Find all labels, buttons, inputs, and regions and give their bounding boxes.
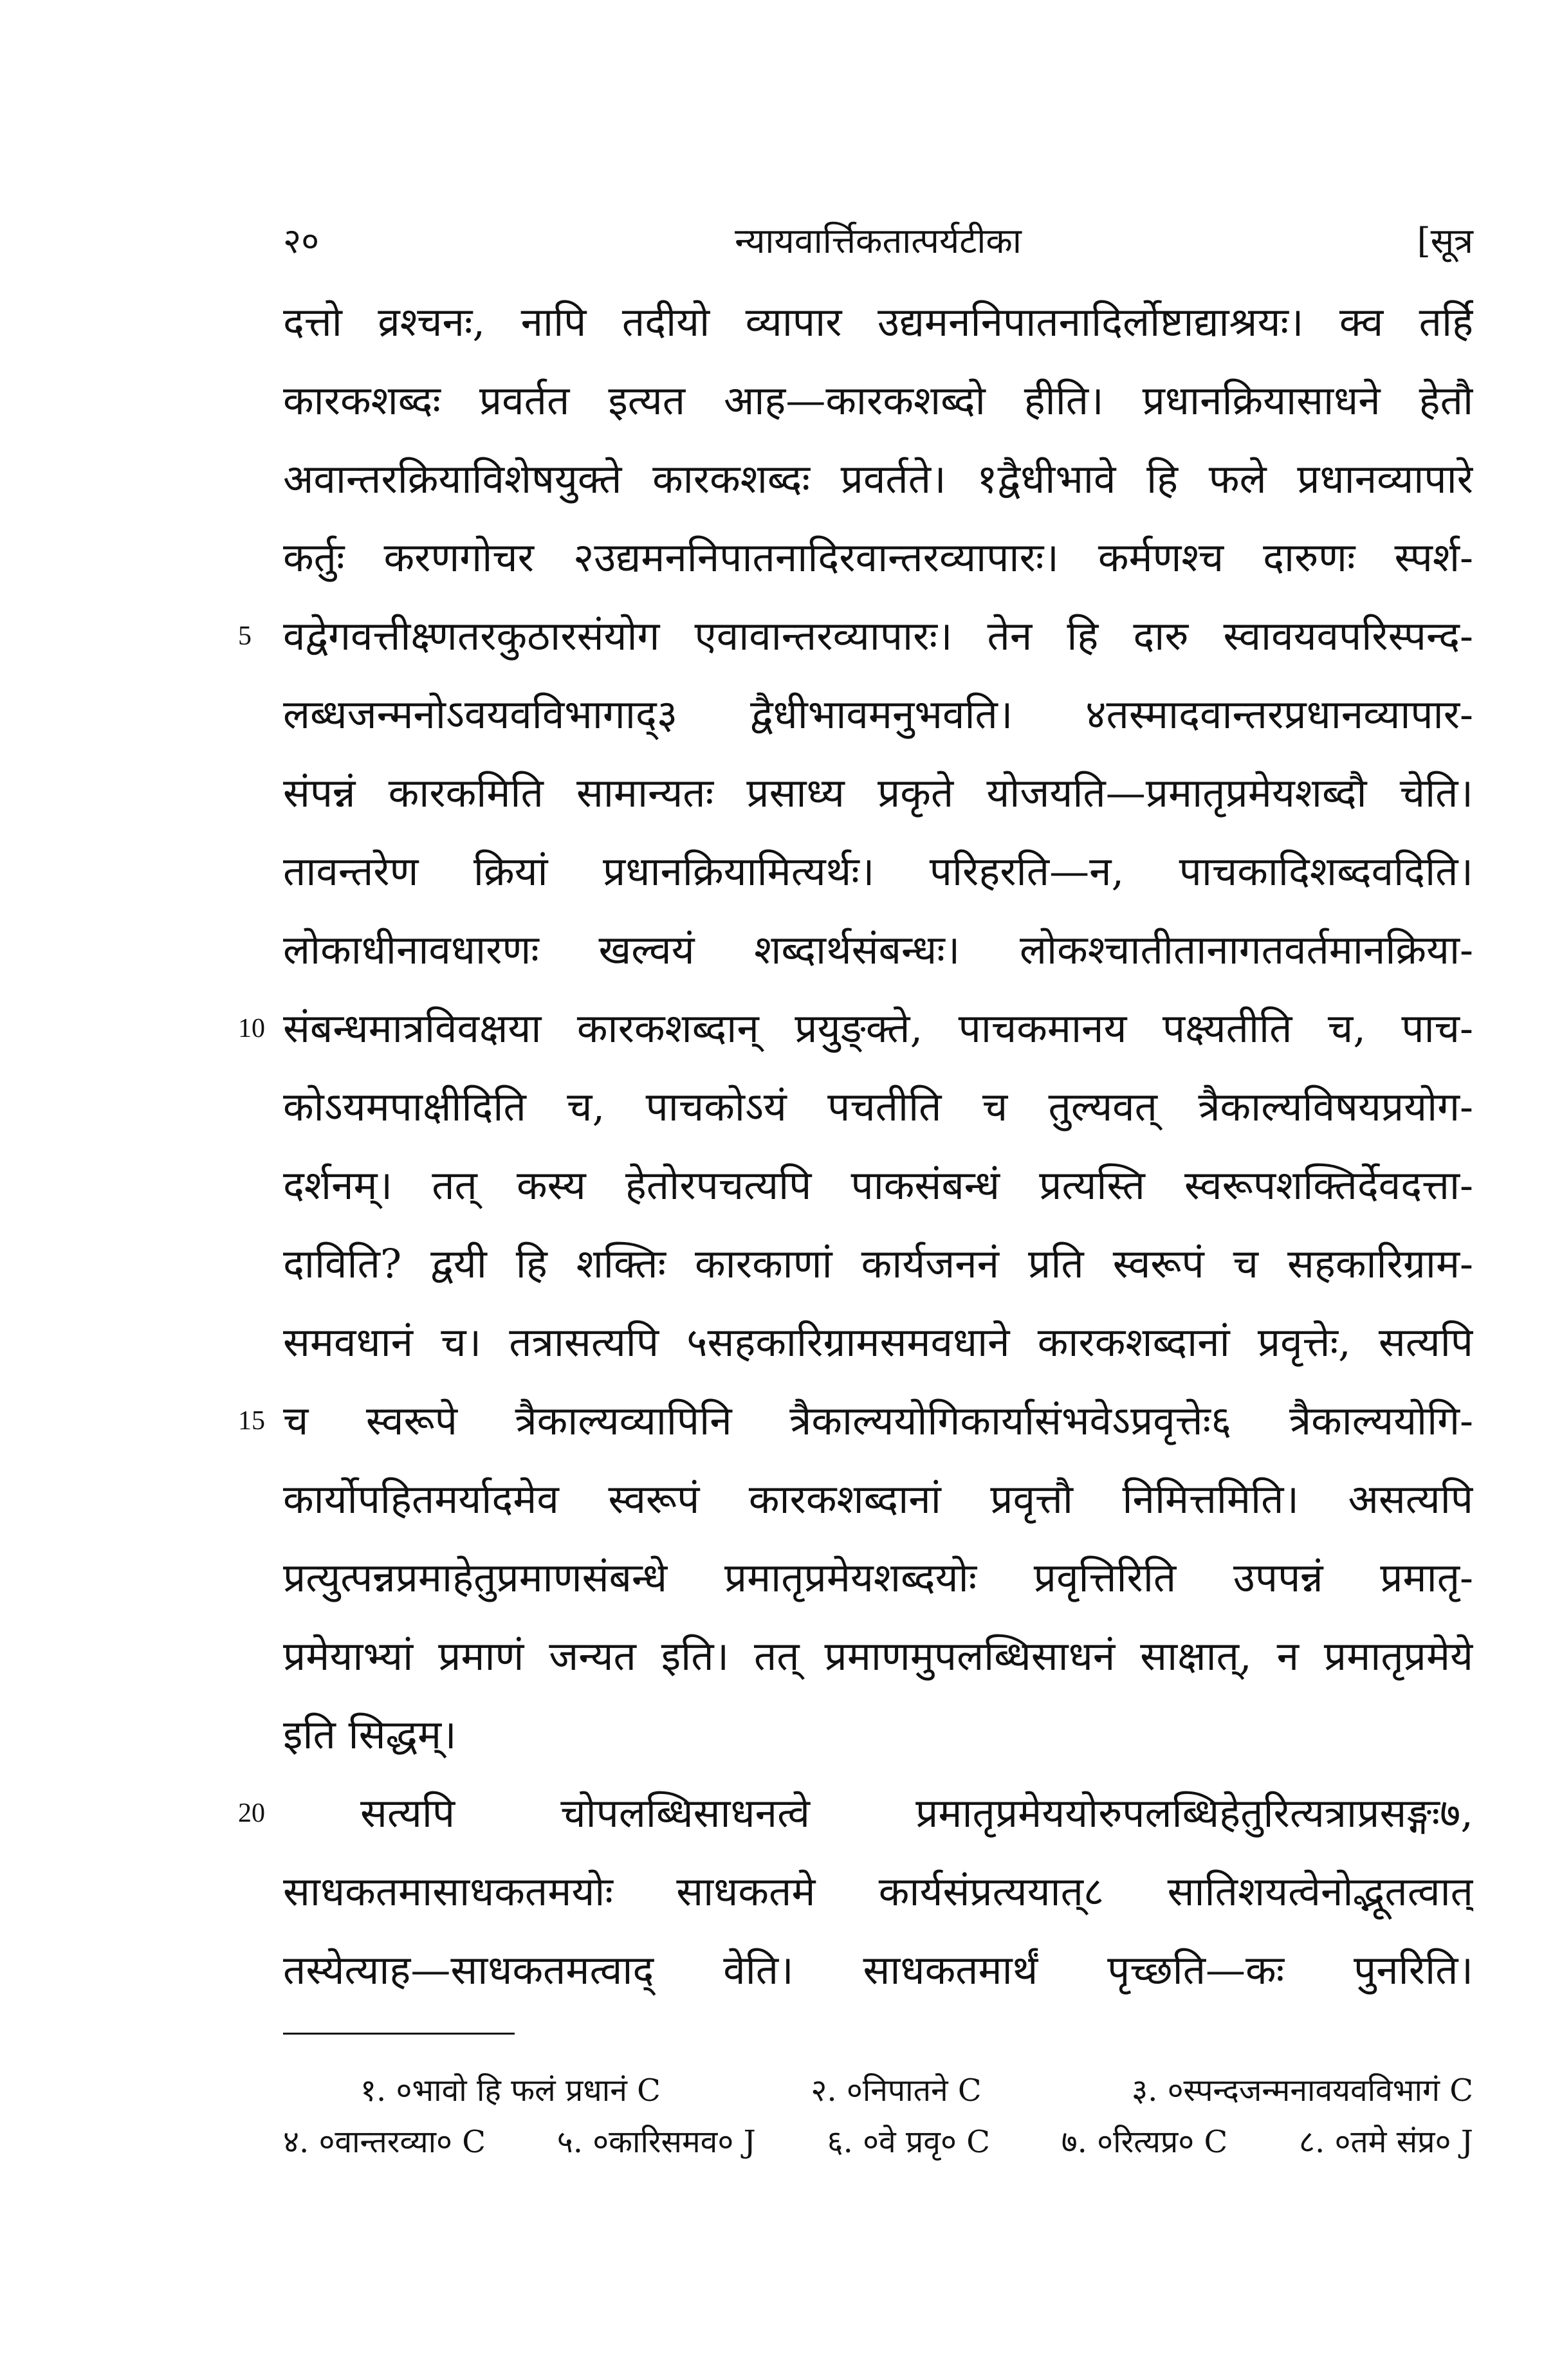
line-number: 15 <box>238 1406 265 1436</box>
text-line: च स्वरूपे त्रैकाल्यव्यापिनि त्रैकाल्ययोगिकार्यासंभवेऽप्रवृत्तेः६ त्रैकाल्ययोगि- <box>283 1397 1473 1444</box>
running-title: न्यायवार्त्तिकतात्पर्यटीका <box>735 221 1022 261</box>
text-line: प्रमेयाभ्यां प्रमाणं जन्यत इति। तत् प्रमाणमुपलब्धिसाधनं साक्षात्, न प्रमातृप्रमेये <box>283 1633 1473 1680</box>
text-line: तस्येत्याह—साधकतमत्वाद् वेति। साधकतमार्थं पृच्छति—कः पुनरिति। <box>283 1946 1473 1993</box>
footnote: ६. ०वे प्रवृ० C <box>827 2124 990 2160</box>
footnote: १. ०भावो हि फलं प्रधानं C <box>360 2073 661 2109</box>
text-line: लोकाधीनावधारणः खल्वयं शब्दार्थसंबन्धः। लोकश्चातीतानागतवर्तमानक्रिया- <box>283 926 1473 973</box>
text-line: प्रत्युत्पन्नप्रमाहेतुप्रमाणसंबन्धे प्रमातृप्रमेयशब्दयोः प्रवृत्तिरिति उपपन्नं प्रमातृ- <box>283 1554 1473 1601</box>
footnote-divider <box>283 2033 515 2035</box>
text-line: कोऽयमपाक्षीदिति च, पाचकोऽयं पचतीति च तुल्यवत् त्रैकाल्यविषयप्रयोग- <box>283 1083 1473 1130</box>
footnote-row <box>283 2065 1473 2116</box>
line-number: 5 <box>238 621 252 651</box>
footnote: ८. ०तमे संप्र० J <box>1299 2124 1473 2160</box>
footnote: ३. ०स्पन्दजन्मनावयवविभागं C <box>1132 2073 1473 2109</box>
footnote: ७. ०रित्यप्र० C <box>1061 2124 1228 2160</box>
footnote-row <box>283 2116 1473 2168</box>
text-line: समवधानं च। तत्रासत्यपि ५सहकारिग्रामसमवधाने कारकशब्दानां प्रवृत्तेः, सत्यपि <box>283 1319 1473 1366</box>
text-line: अवान्तरक्रियाविशेषयुक्ते कारकशब्दः प्रवर्तते। १द्वैधीभावे हि फले प्रधानव्यापारे <box>283 455 1473 502</box>
text-line: लब्धजन्मनोऽवयवविभागाद्३ द्वैधीभावमनुभवति। ४तस्मादवान्तरप्रधानव्यापार- <box>283 691 1473 738</box>
section-label: [सूत्र <box>1417 221 1473 261</box>
text-line: सत्यपि चोपलब्धिसाधनत्वे प्रमातृप्रमेययोरुपलब्धिहेतुरित्यत्राप्रसङ्गः७, <box>360 1790 1473 1836</box>
text-line: दाविति? द्वयी हि शक्तिः कारकाणां कार्यजननं प्रति स्वरूपं च सहकारिग्राम- <box>283 1240 1473 1287</box>
text-line: इति सिद्धम्। <box>283 1711 457 1758</box>
text-line: वद्वेगवत्तीक्ष्णतरकुठारसंयोग एवावान्तरव्यापारः। तेन हि दारु स्वावयवपरिस्पन्द- <box>283 612 1473 659</box>
text-line: कर्तुः करणगोचर २उद्यमननिपातनादिरवान्तरव्यापारः। कर्मणश्च दारुणः स्पर्श- <box>283 534 1473 581</box>
running-header <box>283 212 1473 270</box>
text-line: तावन्तरेण क्रियां प्रधानक्रियामित्यर्थः। परिहरति—न, पाचकादिशब्दवदिति। <box>283 848 1473 895</box>
text-line: कारकशब्दः प्रवर्तत इत्यत आह—कारकशब्दो हीति। प्रधानक्रियासाधने हेतौ <box>283 377 1473 424</box>
line-number: 10 <box>238 1014 265 1043</box>
footnote: २. ०निपातने C <box>811 2073 982 2109</box>
line-number: 20 <box>238 1799 265 1828</box>
footnote: ५. ०कारिसमव० J <box>556 2124 756 2160</box>
page-number: २० <box>283 221 320 261</box>
main-text <box>283 283 1473 2009</box>
text-line: दर्शनम्। तत् कस्य हेतोरपचत्यपि पाकसंबन्धं प्रत्यस्ति स्वरूपशक्तिर्देवदत्ता- <box>283 1162 1473 1209</box>
text-line: साधकतमासाधकतमयोः साधकतमे कार्यसंप्रत्ययात्८ सातिशयत्वेनोद्भूतत्वात् <box>283 1868 1473 1915</box>
text-line: संबन्धमात्रविवक्षया कारकशब्दान् प्रयुङ्क्ते, पाचकमानय पक्ष्यतीति च, पाच- <box>283 1005 1473 1052</box>
text-line: कार्योपहितमर्यादमेव स्वरूपं कारकशब्दानां प्रवृत्तौ निमित्तमिति। असत्यपि <box>283 1476 1473 1523</box>
text-line: संपन्नं कारकमिति सामान्यतः प्रसाध्य प्रकृते योजयति—प्रमातृप्रमेयशब्दौ चेति। <box>283 769 1473 816</box>
text-line: दत्तो व्रश्चनः, नापि तदीयो व्यापार उद्यमननिपातनादिर्लोष्टाद्याश्रयः। क्व तर्हि <box>283 298 1473 345</box>
footnote: ४. ०वान्तरव्या० C <box>283 2124 486 2160</box>
